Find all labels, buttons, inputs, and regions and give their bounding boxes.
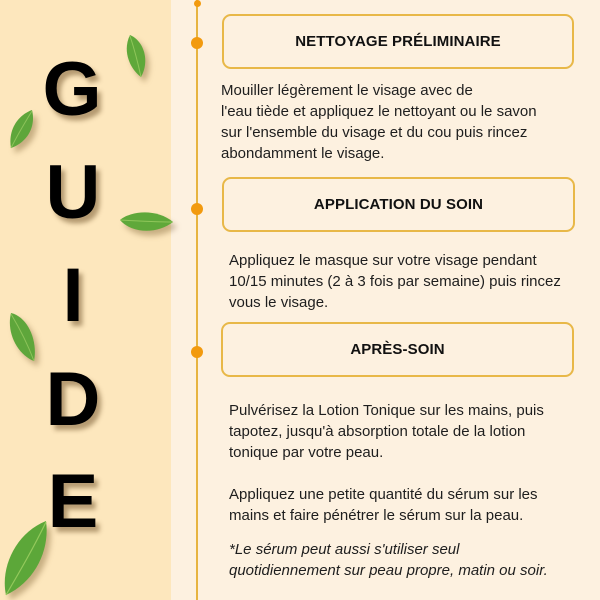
- guide-letter-e: E: [47, 459, 99, 544]
- text-line: abondamment le visage.: [221, 145, 385, 162]
- timeline-dot-icon: [194, 0, 201, 7]
- serum-note: [229, 539, 548, 581]
- text-line: sur l'ensemble du visage et du cou puis rincez: [221, 124, 528, 141]
- timeline-dot-icon: [191, 203, 203, 215]
- text-line: vous le visage.: [229, 294, 329, 311]
- step-heading-application: [222, 177, 575, 232]
- text-line: quotidiennement sur peau propre, matin ou soir.: [229, 562, 548, 579]
- text-line: l'eau tiède et appliquez le nettoyant ou le savon: [221, 103, 537, 120]
- text-line: mains et faire pénétrer le sérum sur la peau.: [229, 507, 524, 524]
- timeline-line: [196, 0, 198, 600]
- text-line: Mouiller légèrement le visage avec de: [221, 82, 473, 99]
- guide-letter-u: U: [45, 150, 101, 235]
- step-heading-apres-soin: [221, 322, 574, 377]
- leaf-icon: [118, 210, 174, 236]
- text-line: tonique par votre peau.: [229, 444, 384, 461]
- step-description-nettoyage: [221, 80, 537, 164]
- step-heading-label: NETTOYAGE PRÉLIMINAIRE: [295, 33, 501, 50]
- step-heading-label: APPLICATION DU SOIN: [313, 196, 484, 213]
- text-line: *Le sérum peut aussi s'utiliser seul: [229, 541, 460, 558]
- leaf-icon: [2, 519, 48, 597]
- step-description-apres-soin-2: [229, 484, 538, 526]
- timeline-dot-icon: [191, 346, 203, 358]
- text-line: Appliquez le masque sur votre visage pendant: [229, 252, 537, 269]
- leaf-icon: [8, 108, 34, 150]
- guide-letter-i: I: [62, 253, 84, 338]
- leaf-icon: [8, 311, 36, 363]
- step-heading-label: APRÈS-SOIN: [350, 341, 445, 358]
- text-line: Appliquez une petite quantité du sérum sur les: [229, 486, 538, 503]
- step-heading-nettoyage: [222, 14, 574, 69]
- text-line: 10/15 minutes (2 à 3 fois par semaine) puis rincez: [229, 273, 561, 290]
- timeline-dot-icon: [191, 37, 203, 49]
- leaf-icon: [124, 33, 150, 79]
- guide-letter-g: G: [42, 47, 102, 132]
- text-line: Pulvérisez la Lotion Tonique sur les mains, puis: [229, 402, 544, 419]
- guide-letter-d: D: [45, 357, 101, 442]
- step-description-application: [229, 250, 561, 313]
- text-line: tapotez, jusqu'à absorption totale de la lotion: [229, 423, 526, 440]
- step-description-apres-soin-1: [229, 400, 544, 463]
